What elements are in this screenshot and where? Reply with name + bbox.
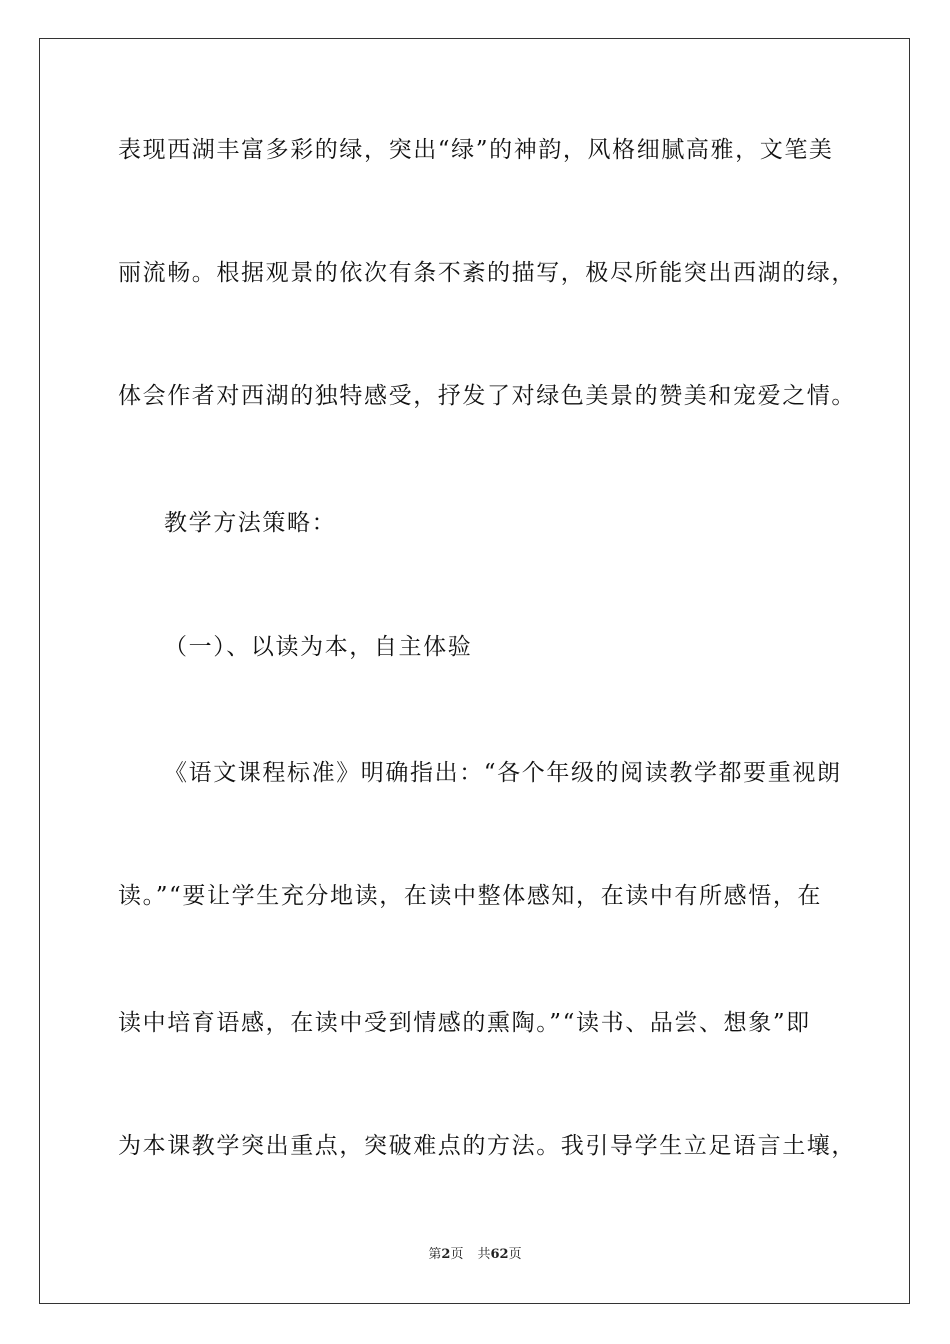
total-suffix: 页 (508, 1247, 522, 1262)
paragraph-1-line-1: 表现西湖丰富多彩的绿，突出“绿”的神韵，风格细腻高雅，文笔美 (118, 137, 834, 163)
total-prefix: 共 (477, 1247, 491, 1262)
total-pages: 62 (490, 1247, 509, 1262)
paragraph-1-line-3: 体会作者对西湖的独特感受，抒发了对绿色美景的赞美和宠爱之情。 (118, 383, 856, 409)
page-prefix: 第 (428, 1247, 442, 1262)
section-heading-teaching-strategy: 教学方法策略： (164, 510, 337, 536)
paragraph-1-line-2: 丽流畅。根据观景的依次有条不紊的描写，极尽所能突出西湖的绿， (118, 260, 856, 286)
page-suffix: 页 (450, 1247, 464, 1262)
paragraph-4-line-1: 《语文课程标准》明确指出：“各个年级的阅读教学都要重视朗 (164, 760, 842, 786)
page-border (39, 38, 910, 1304)
page-footer (0, 1246, 950, 1264)
paragraph-4-line-4: 为本课教学突出重点，突破难点的方法。我引导学生立足语言土壤， (118, 1133, 856, 1159)
paragraph-4-line-2: 读。”“要让学生充分地读，在读中整体感知，在读中有所感悟，在 (118, 883, 823, 909)
paragraph-4-line-3: 读中培育语感，在读中受到情感的熏陶。”“读书、品尝、想象”即 (118, 1010, 811, 1036)
page-number: 2 (441, 1247, 451, 1262)
subsection-heading-1: （一）、以读为本，自主体验 (164, 634, 473, 660)
